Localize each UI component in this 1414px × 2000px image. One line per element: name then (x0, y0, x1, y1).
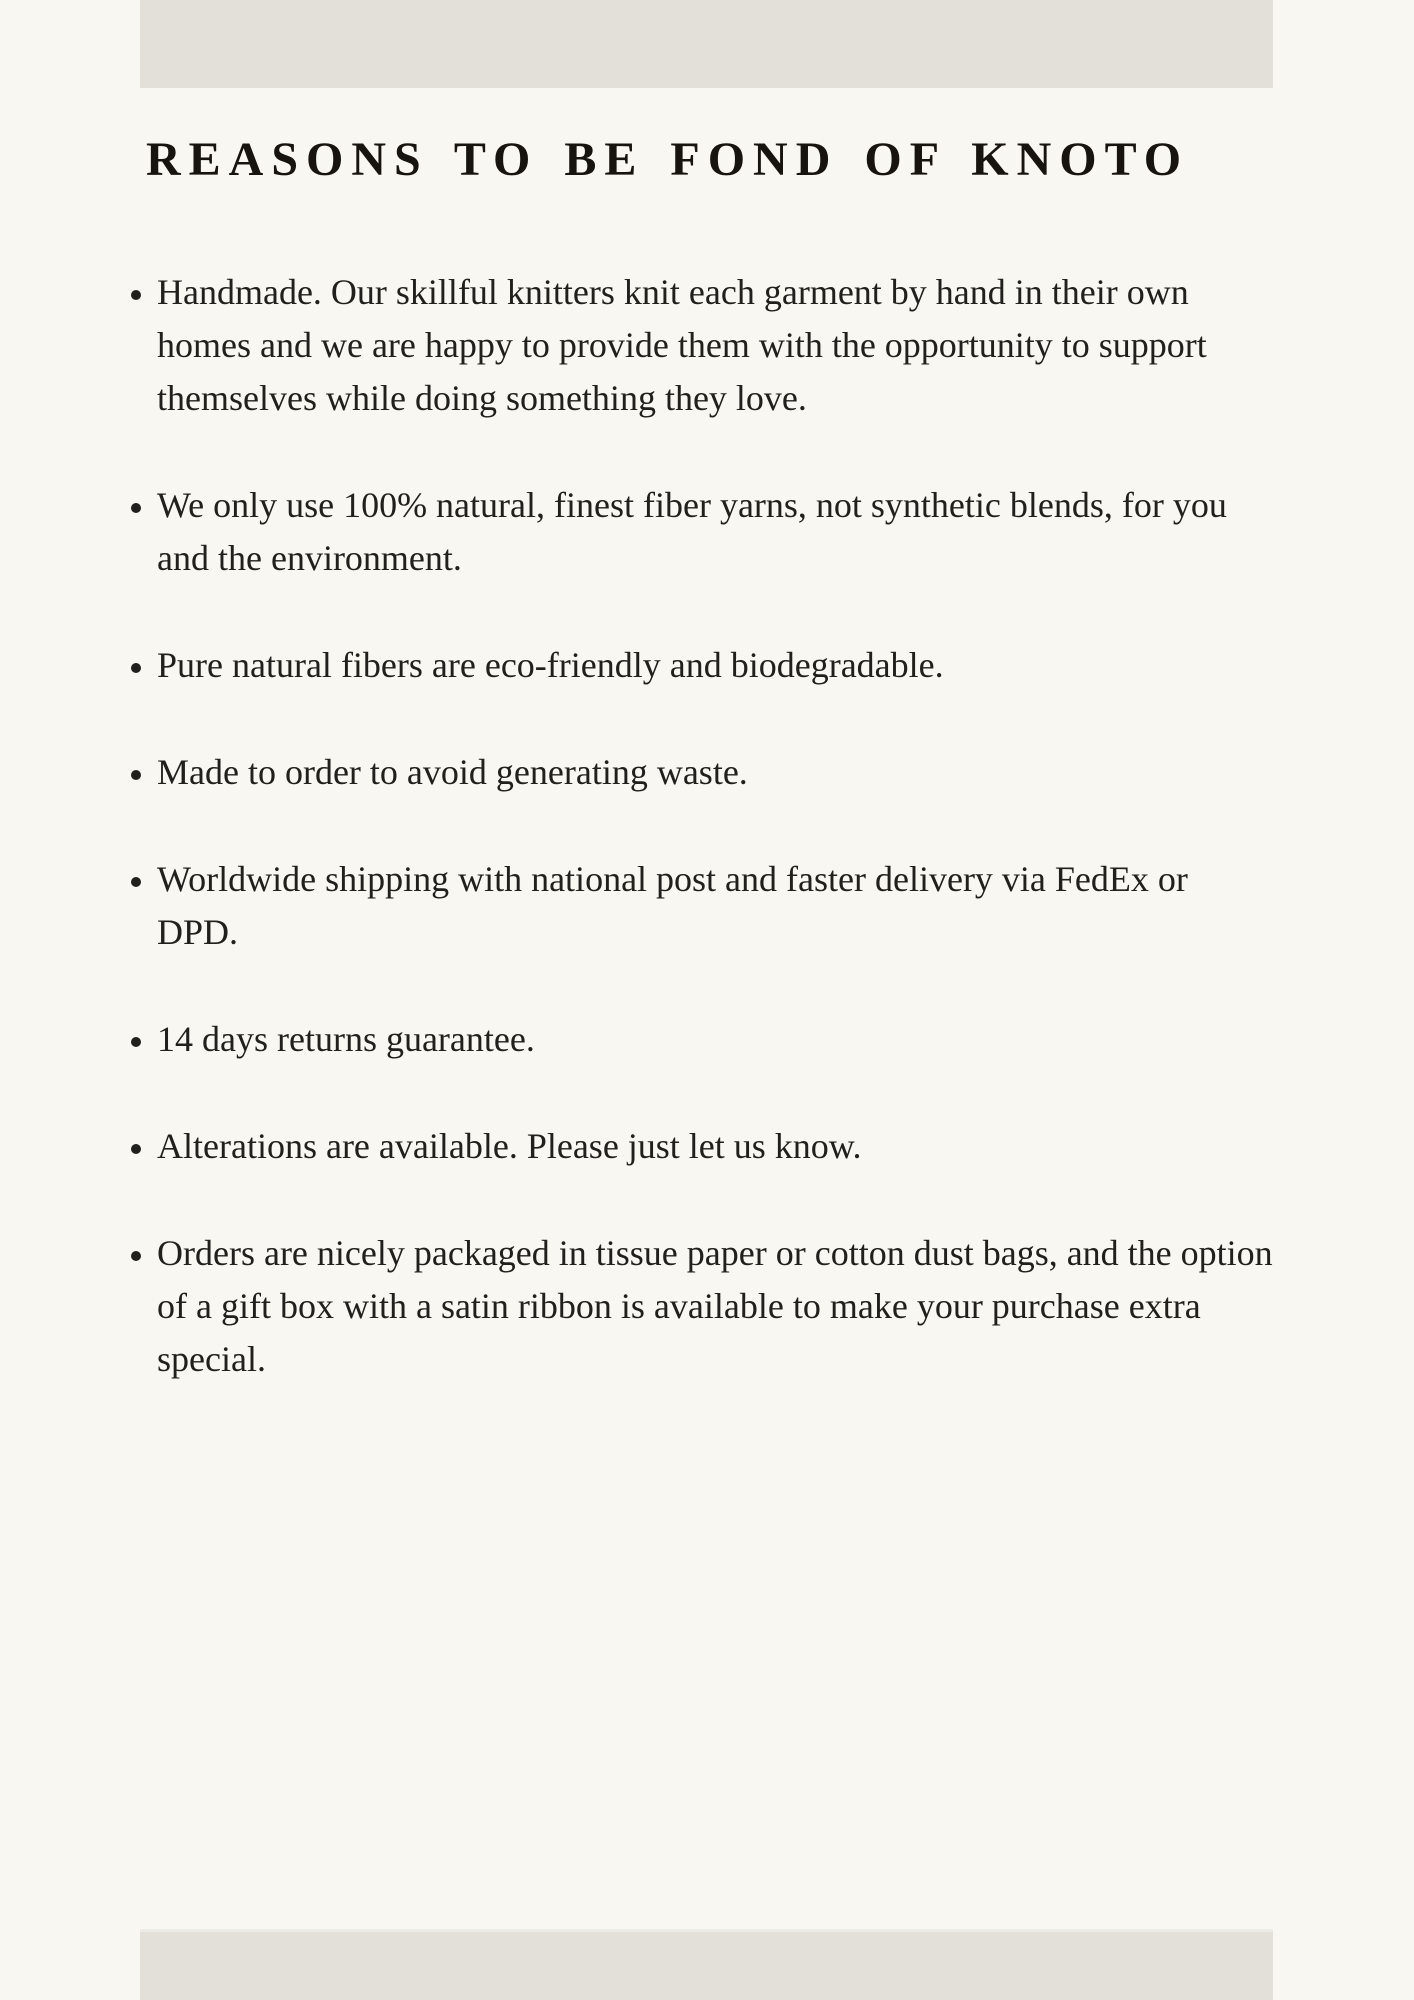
bottom-photo-band (140, 1929, 1273, 2000)
list-item: • 14 days returns guarantee. (157, 1013, 1273, 1066)
top-photo-band (140, 0, 1273, 88)
benefits-list (98, 266, 1273, 1386)
list-item: • Alterations are available. Please just let us know. (157, 1120, 1273, 1173)
page-title: REASONS TO BE FOND OF KNOTO (146, 133, 1190, 186)
content-area (0, 88, 1414, 1440)
list-item: • Worldwide shipping with national post and faster delivery via FedEx or DPD. (157, 853, 1273, 959)
list-item: • We only use 100% natural, finest fiber yarns, not synthetic blends, for you and the environment. (157, 479, 1273, 585)
list-item: • Orders are nicely packaged in tissue paper or cotton dust bags, and the option of a gift box with a satin ribbon is available to make your purchase extra special. (157, 1227, 1273, 1386)
list-item: • Handmade. Our skillful knitters knit each garment by hand in their own homes and we are happy to provide them with the opportunity to support themselves while doing something they love. (157, 266, 1273, 425)
list-item: • Made to order to avoid generating waste. (157, 746, 1273, 799)
list-item: • Pure natural fibers are eco-friendly and biodegradable. (157, 639, 1273, 692)
